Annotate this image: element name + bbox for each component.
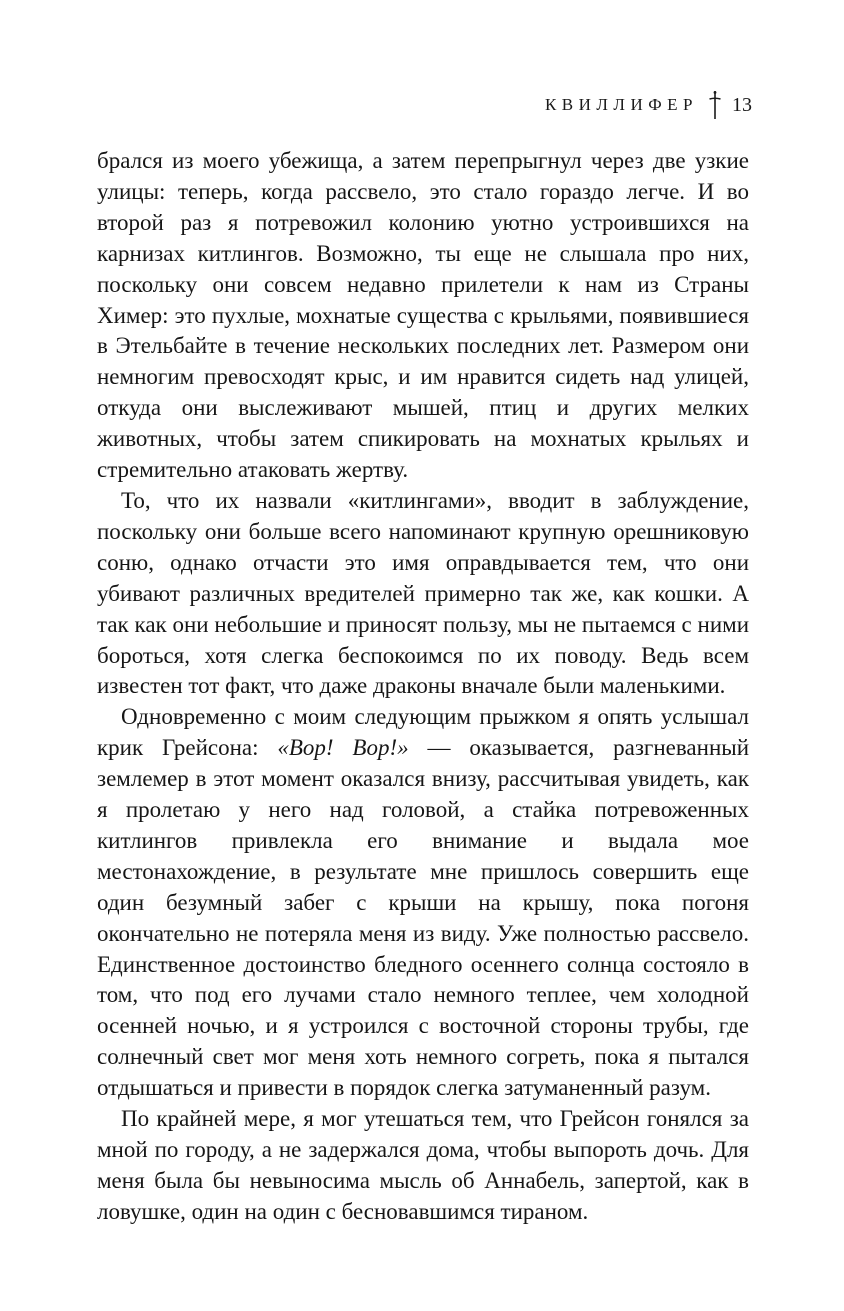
page-number: 13 <box>732 93 752 116</box>
paragraph: То, что их назвали «китлингами», вводит в заблуждение, поскольку они больше всего напоминают крупную орешниковую соню, однако отчасти это имя оправдывается тем, что они убивают различных вредителей примерно так же, как кошки. А так как они небольшие и приносят пользу, мы не пытаемся с ними бороться, хотя слегка беспокоимся по их поводу. Ведь всем известен тот факт, что даже драконы вначале были маленькими. <box>97 487 749 699</box>
running-head <box>545 90 752 120</box>
body-text <box>97 146 749 1228</box>
emphasized-quote: «Вор! Вор!» <box>277 735 409 761</box>
paragraph <box>97 702 749 1104</box>
paragraph-text: — оказывается, разгневанный землемер в этот момент оказался внизу, рассчитывая увидеть, как я пролетаю у него над головой, а стайка потревоженных китлингов привлекла его внимание и выдала мое местонахождение, в результате мне пришлось совершить еще один безумный забег с крыши на крышу, пока погоня окончательно не потеряла меня из виду. Уже полностью рассвело. Единственное достоинство бледного осеннего солнца состояло в том, что под его лучами стало немного теплее, чем холодной осенней ночью, и я устроился с восточной стороны трубы, где солнечный свет мог меня хоть немного согреть, пока я пытался отдышаться и привести в порядок слегка затуманенный разум. <box>97 735 750 1101</box>
running-title: КВИЛЛИФЕР <box>544 95 698 114</box>
paragraph-text: Одновременно с моим следующим прыжком я опять услышал крик Грейсона: <box>97 704 749 761</box>
paragraph: По крайней мере, я мог утешаться тем, что Грейсон гонялся за мной по городу, а не задержался дома, чтобы выпороть дочь. Для меня была бы невыносима мысль об Аннабель, запертой, как в ловушке, один на один с бесновавшимся тираном. <box>97 1106 749 1224</box>
paragraph: брался из моего убежища, а затем перепрыгнул через две узкие улицы: теперь, когда рассвело, это стало гораздо легче. И во второй раз я потревожил колонию уютно устроившихся на карнизах китлингов. Возможно, ты еще не слышала про них, поскольку они совсем недавно прилетели к нам из Страны Химер: это пухлые, мохнатые существа с крыльями, появившиеся в Этельбайте в течение нескольких последних лет. Размером они немногим превосходят крыс, и им нравится сидеть над улицей, откуда они выслеживают мышей, птиц и других мелких животных, чтобы затем спикировать на мохнатых крыльях и стремительно атаковать жертву. <box>97 148 749 483</box>
dagger-icon <box>708 90 722 120</box>
